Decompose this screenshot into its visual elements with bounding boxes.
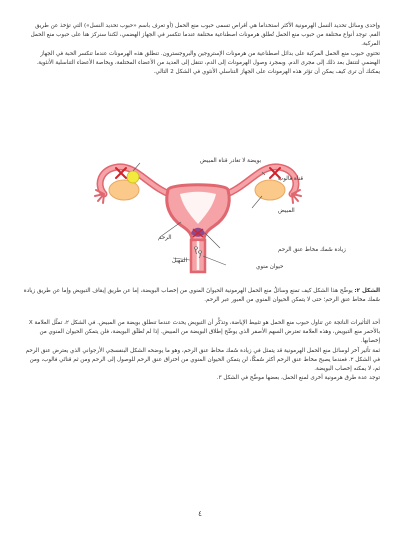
- intro-paragraph-1: وإحدى وسائل تحديد النسل الهرمونية الأكثر استخداما هي أقراص تسمى حبوب منع الحمل (أو تعرف باسم «حبوب تحديد النسل») التي تؤخذ عن طريق الفم. توجد أنواع مختلفة من حبوب منع الحمل تُطلق هرمونات اصطناعية مختلفة عندما تتكسر في الجهاز الهضمي، لكننا سنركز هنا على حبوب منع الحمل المركبة.: [30, 23, 380, 48]
- right-ovary: [255, 180, 285, 200]
- label-thicker-mucus: زيادة سُمك مخاط عنق الرحم: [278, 247, 346, 253]
- label-egg-not-released: بويضة لا تغادر قناة المبيض: [200, 158, 262, 164]
- label-ovary: المبيض: [278, 208, 295, 214]
- effects-paragraph-2: ثمة تأثير آخر لوسائل منع الحمل الهرمونية قد يتمثل في زيادة سُمك مخاط عنق الرحم، وهو ما يوضحه الشكل البنفسجي الأرجواني الذي يعترض عنق الرحم في الشكل ٢. فعندما يصبح مخاط عنق الرحم أكثر سُمكًا، لن يتمكن الحيوان المنوي من اختراق عنق الرحم للوصول إلى الرحم ومن ثم قناتَي فالوب، ومن ثم، لا يمكنه إخصاب البويضة.: [25, 347, 380, 373]
- figure-caption: [22, 287, 380, 305]
- egg: [127, 171, 139, 183]
- effects-paragraph-3: توجد عدة طرق هرمونية أخرى لمنع الحمل، بعضها موضَّح في الشكل ٣.: [216, 375, 380, 382]
- label-sperm: حيوان منوي: [256, 264, 284, 270]
- effects-text-block: [22, 319, 380, 383]
- ovary-leader-line: [252, 196, 262, 208]
- intro-paragraph-2: تحتوي حبوب منع الحمل المركبة على بدائل اصطناعية من هرمونات الإستروجين والبروجسترون. تنطلق هذه الهرمونات عندما تنكسر الحبة في الجهاز الهضمي لتنتقل بعد ذلك إلى مجرى الدم. وبمجرد وصول الهرمونات إلى الدم، تنتقل إلى العديد من الأعضاء المختلفة، وبخاصة الأعضاء التناسلية الأنثوية.: [36, 50, 380, 66]
- sperm-leader-line: [203, 256, 226, 265]
- label-uterus: الرحم: [158, 235, 172, 241]
- intro-paragraph-3: يمكنك أن ترى كيف يمكن أن تؤثر هذه الهرمونات على الجهاز التناسلي الأنثوي في الشكل 2 التالي.: [153, 69, 380, 76]
- label-vagina: المهبل: [172, 258, 187, 264]
- mucus-leader-line: [205, 233, 220, 248]
- effects-paragraph-1: أحد التأثيرات الناتجة عن تناول حبوب منع الحمل هو تثبيط الإباضة، وتذكَّر أن التبويض يحدث عندما تنطلق بويضة من المبيض. في الشكل ٢، تمثِّل العلامة X بالأحمر منع التبويض، وهذه العلامة تعترض السهم الأصفر الذي يوضِّح إطلاق البويضة من المبيض. إذا لم تُطلَق البويضة، فلن يتمكن الحيوان المنوي من إخصابها.: [28, 320, 380, 345]
- label-fallopian-tube: قناة فالوب: [278, 176, 304, 182]
- caption-label: الشكل ٢:: [354, 288, 380, 294]
- caption-text: يوضِّح هذا الشكل كيف تمنع وسائلُ منع الحمل الهرمونية الحيوانَ المنوي من إخصاب البويضة، إما عن طريق إيقاف التبويض وإما عن طريق زيادة سُمك مخاط عنق الرحم؛ حتى لا يتمكن الحيوان المنوي من العبور عبر الرحم.: [23, 288, 380, 304]
- page-number: ٤: [198, 510, 202, 518]
